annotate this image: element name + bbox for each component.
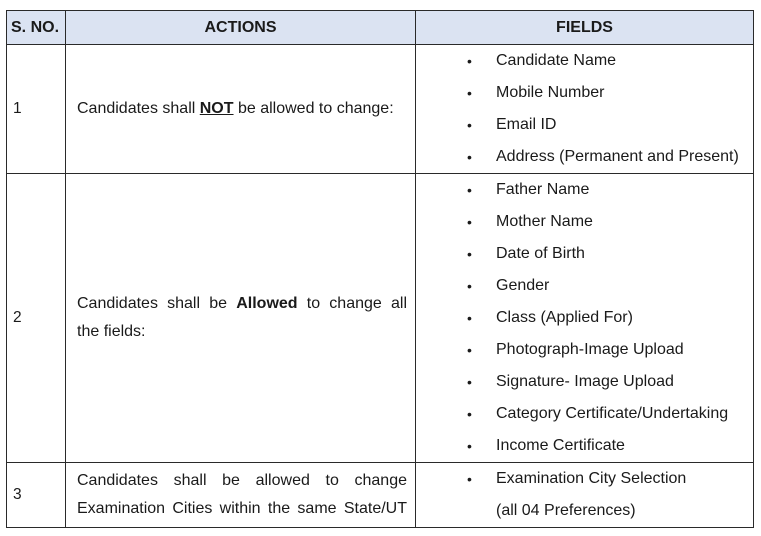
list-item bbox=[416, 206, 753, 238]
list-item bbox=[416, 430, 753, 462]
table-row bbox=[7, 174, 754, 463]
row-action bbox=[66, 463, 416, 528]
action-text: be allowed to change: bbox=[233, 100, 394, 117]
field-label: Income Certificate bbox=[496, 437, 625, 454]
field-label: Gender bbox=[496, 277, 550, 294]
action-emphasis: NOT bbox=[199, 100, 234, 117]
table-header-row bbox=[7, 11, 754, 45]
bullet-icon: • bbox=[467, 85, 472, 101]
action-text: Examination Cities within the same State/UT bbox=[77, 500, 407, 517]
list-item bbox=[416, 366, 753, 398]
field-label: Class (Applied For) bbox=[496, 309, 633, 326]
bullet-icon: • bbox=[467, 53, 472, 69]
row-fields bbox=[416, 45, 754, 174]
bullet-icon: • bbox=[467, 406, 472, 422]
field-label: Mobile Number bbox=[496, 84, 605, 101]
row-sno: 2 bbox=[7, 174, 66, 463]
action-text: Candidates shall bbox=[77, 100, 200, 117]
field-label: Examination City Selection bbox=[496, 470, 687, 487]
row-action bbox=[66, 45, 416, 174]
bullet-icon: • bbox=[467, 278, 472, 294]
bullet-icon: • bbox=[467, 471, 472, 487]
field-label: (all 04 Preferences) bbox=[496, 502, 636, 519]
action-text: Candidates shall be bbox=[77, 295, 237, 312]
list-item bbox=[416, 398, 753, 430]
row-action bbox=[66, 174, 416, 463]
list-item bbox=[416, 238, 753, 270]
field-label: Father Name bbox=[496, 181, 590, 198]
list-item bbox=[416, 495, 753, 527]
header-actions: ACTIONS bbox=[66, 11, 416, 45]
bullet-icon: • bbox=[467, 117, 472, 133]
row-sno: 1 bbox=[7, 45, 66, 174]
info-table bbox=[6, 10, 754, 528]
list-item bbox=[416, 45, 753, 77]
field-list bbox=[416, 45, 753, 173]
field-label: Signature- Image Upload bbox=[496, 373, 674, 390]
list-item bbox=[416, 463, 753, 495]
field-label: Candidate Name bbox=[496, 52, 617, 69]
field-label: Date of Birth bbox=[496, 245, 585, 262]
table-row bbox=[7, 463, 754, 528]
list-item bbox=[416, 109, 753, 141]
list-item bbox=[416, 141, 753, 173]
header-fields: FIELDS bbox=[416, 11, 754, 45]
list-item bbox=[416, 302, 753, 334]
row-sno: 3 bbox=[7, 463, 66, 528]
action-text: to change all bbox=[297, 295, 408, 312]
field-list bbox=[416, 174, 753, 462]
list-item bbox=[416, 77, 753, 109]
list-item bbox=[416, 174, 753, 206]
field-list bbox=[416, 463, 753, 527]
field-label: Mother Name bbox=[496, 213, 593, 230]
action-text: Candidates shall be allowed to change bbox=[77, 472, 407, 489]
field-label: Address (Permanent and Present) bbox=[496, 148, 739, 165]
list-item bbox=[416, 270, 753, 302]
bullet-icon: • bbox=[467, 342, 472, 358]
bullet-icon: • bbox=[467, 310, 472, 326]
field-label: Category Certificate/Undertaking bbox=[496, 405, 729, 422]
table-row bbox=[7, 45, 754, 174]
field-label: Photograph-Image Upload bbox=[496, 341, 684, 358]
bullet-icon: • bbox=[467, 246, 472, 262]
action-text: the fields: bbox=[77, 323, 146, 340]
row-fields bbox=[416, 174, 754, 463]
bullet-icon: • bbox=[467, 438, 472, 454]
field-label: Email ID bbox=[496, 116, 557, 133]
header-sno: S. NO. bbox=[7, 11, 66, 45]
row-fields bbox=[416, 463, 754, 528]
bullet-icon: • bbox=[467, 374, 472, 390]
bullet-icon: • bbox=[467, 149, 472, 165]
list-item bbox=[416, 334, 753, 366]
bullet-icon: • bbox=[467, 214, 472, 230]
action-emphasis: Allowed bbox=[236, 295, 298, 312]
bullet-icon: • bbox=[467, 182, 472, 198]
